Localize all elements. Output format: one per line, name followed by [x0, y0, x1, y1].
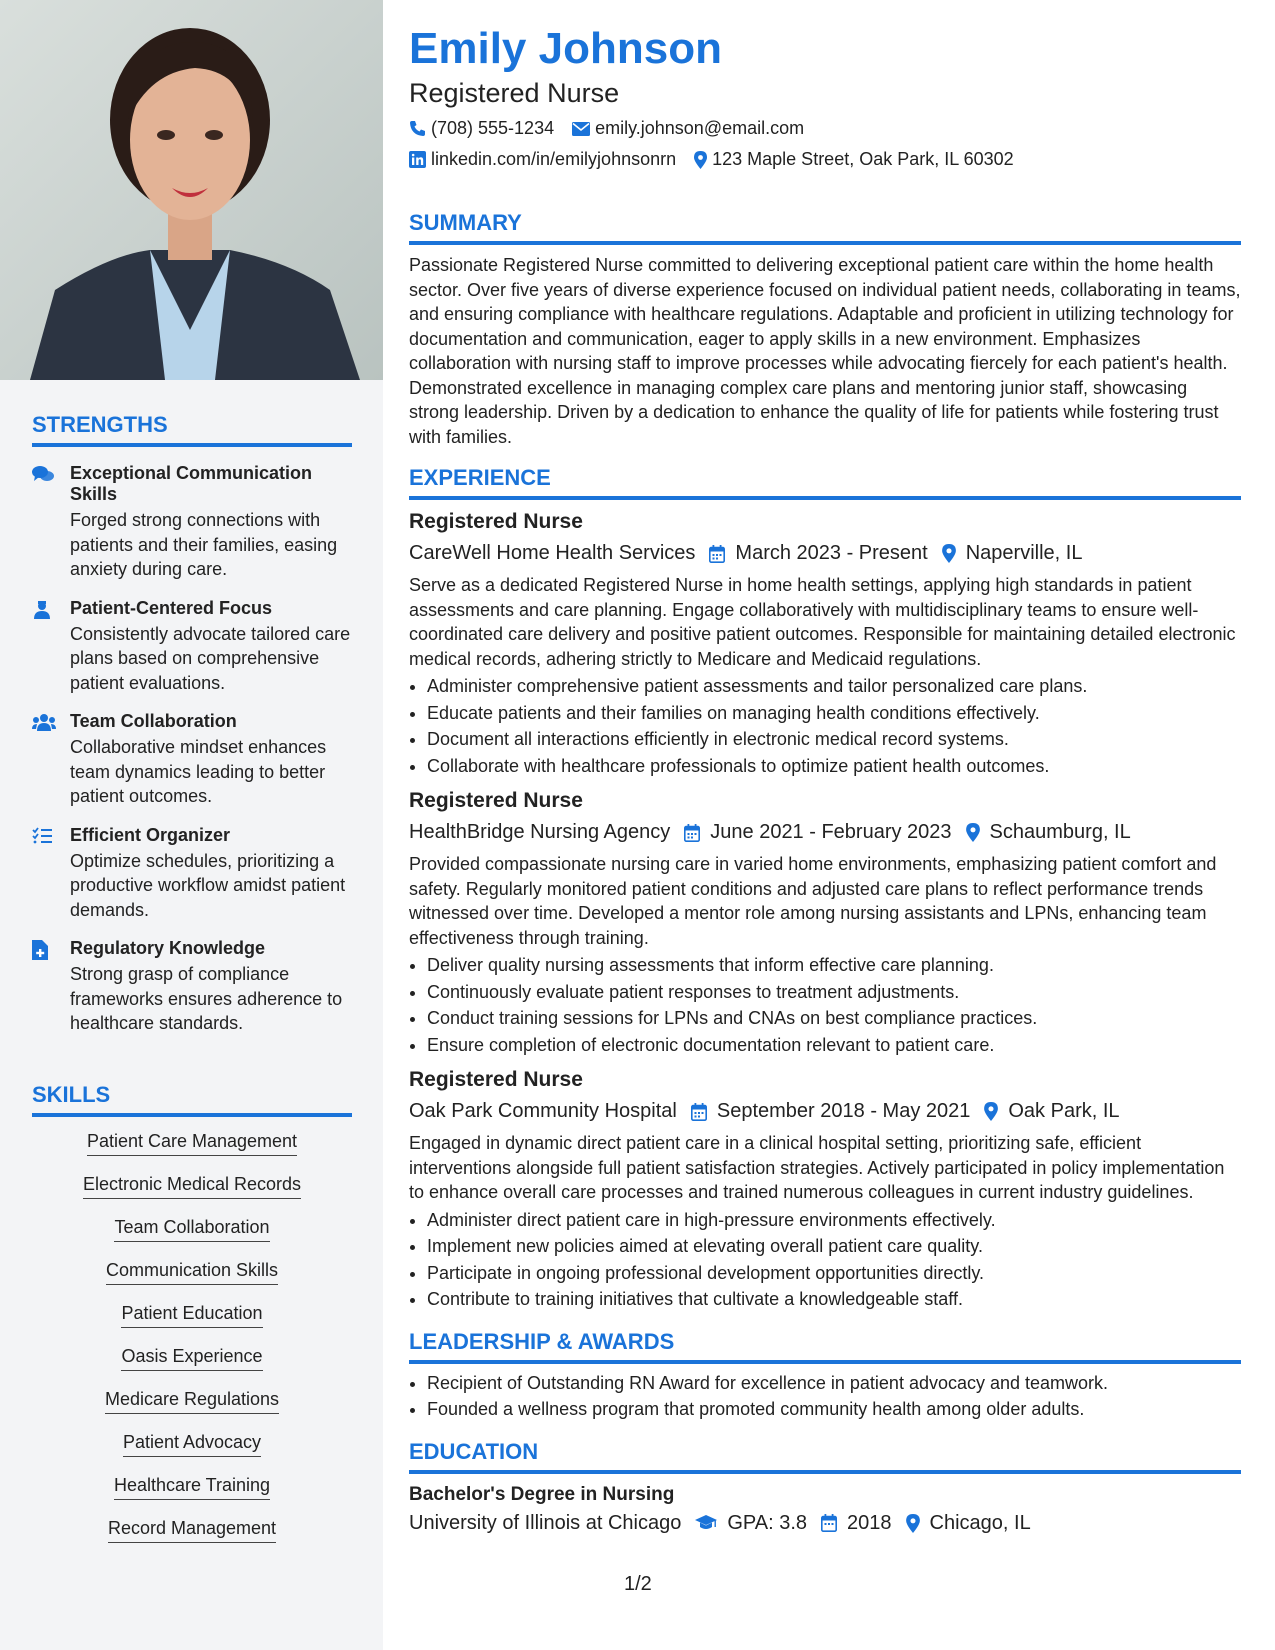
skill-tag: Patient Advocacy — [123, 1432, 261, 1457]
calendar-icon — [821, 1514, 837, 1532]
strengths-section — [32, 412, 352, 1036]
job-bullet: • Conduct training sessions for LPNs and CNAs on best compliance practices. — [427, 1005, 1241, 1032]
portrait-image — [0, 0, 383, 380]
leadership-title: LEADERSHIP & AWARDS — [409, 1329, 1241, 1364]
job-dates: June 2021 - February 2023 — [710, 821, 952, 843]
address-text: 123 Maple Street, Oak Park, IL 60302 — [712, 149, 1014, 169]
linkedin-text: linkedin.com/in/emilyjohnsonrn — [431, 149, 677, 169]
education-title: EDUCATION — [409, 1439, 1241, 1474]
award-item: • Founded a wellness program that promoted community health among older adults. — [427, 1396, 1241, 1423]
candidate-role: Registered Nurse — [409, 78, 620, 108]
calendar-icon — [684, 824, 700, 842]
phone-icon — [409, 120, 426, 137]
skill-tag: Record Management — [108, 1518, 276, 1543]
job-title: Registered Nurse — [409, 1068, 583, 1091]
job-bullet: • Administer comprehensive patient assessments and tailor personalized care plans. — [427, 673, 1241, 700]
leadership-section — [409, 1329, 1241, 1423]
email-item[interactable] — [572, 118, 804, 139]
strength-desc: Collaborative mindset enhances team dynamics leading to better patient outcomes. — [70, 737, 327, 806]
job-entry — [409, 1068, 1241, 1313]
phone-item[interactable] — [409, 118, 554, 139]
skill-tag: Healthcare Training — [114, 1475, 270, 1500]
job-location: Schaumburg, IL — [989, 821, 1131, 843]
strength-item — [32, 463, 352, 582]
strength-title: Team Collaboration — [70, 711, 237, 731]
job-location: Oak Park, IL — [1008, 1100, 1120, 1122]
education-location: Chicago, IL — [929, 1511, 1031, 1534]
job-company: CareWell Home Health Services — [409, 542, 696, 564]
phone-text: (708) 555-1234 — [431, 118, 555, 138]
job-dates: September 2018 - May 2021 — [716, 1100, 971, 1122]
skills-title: SKILLS — [32, 1082, 352, 1117]
job-meta — [409, 821, 1241, 844]
school-name: University of Illinois at Chicago — [409, 1511, 682, 1534]
graduation-year: 2018 — [847, 1511, 892, 1534]
education-meta — [409, 1512, 1241, 1535]
job-bullet: • Document all interactions efficiently in electronic medical record systems. — [427, 726, 1241, 753]
job-description: Provided compassionate nursing care in varied home environments, emphasizing patient comfort and safety. Regularly monitored patient conditions and adjusted care plans to reflect performance trends witnessed over time. Developed a mentor role among nursing assistants and LPNs, enhancing team effectiveness through training. — [409, 854, 1217, 948]
job-bullets — [409, 1207, 1241, 1313]
strength-title: Efficient Organizer — [70, 824, 231, 845]
job-location: Naperville, IL — [965, 542, 1083, 564]
contact-row — [409, 118, 1241, 139]
location-pin-icon — [694, 151, 707, 169]
job-company: HealthBridge Nursing Agency — [409, 821, 671, 843]
job-bullets — [409, 673, 1241, 779]
summary-title: SUMMARY — [409, 210, 1241, 245]
main-content — [409, 22, 1241, 1535]
skill-tag: Communication Skills — [106, 1260, 278, 1285]
job-bullet: • Deliver quality nursing assessments that inform effective care planning. — [427, 952, 1241, 979]
job-meta — [409, 1100, 1241, 1123]
job-bullets — [409, 952, 1241, 1058]
summary-section — [409, 210, 1241, 449]
job-title: Registered Nurse — [409, 510, 583, 533]
gpa: GPA: 3.8 — [727, 1511, 808, 1534]
job-bullet: • Implement new policies aimed at elevating overall patient care quality. — [427, 1233, 1241, 1260]
location-pin-icon — [942, 544, 956, 563]
calendar-icon — [691, 1103, 707, 1121]
education-section — [409, 1439, 1241, 1535]
job-meta — [409, 542, 1241, 565]
strength-desc: Strong grasp of compliance frameworks ensures adherence to healthcare standards. — [70, 964, 343, 1033]
skill-tag: Electronic Medical Records — [83, 1174, 301, 1199]
location-pin-icon — [984, 1102, 998, 1121]
location-pin-icon — [906, 1514, 920, 1533]
strength-title: Regulatory Knowledge — [70, 938, 266, 958]
skill-tag: Patient Education — [121, 1303, 262, 1328]
strengths-title: STRENGTHS — [32, 412, 352, 447]
skill-tag: Medicare Regulations — [105, 1389, 279, 1414]
job-company: Oak Park Community Hospital — [409, 1100, 677, 1122]
profile-photo — [0, 0, 383, 380]
address-item — [694, 149, 1014, 170]
job-entry — [409, 789, 1241, 1058]
strength-desc: Consistently advocate tailored care plans based on comprehensive patient evaluations. — [70, 623, 351, 693]
job-bullet: • Collaborate with healthcare professionals to optimize patient health outcomes. — [427, 753, 1241, 780]
strength-item — [32, 825, 352, 923]
comments-icon — [32, 465, 54, 485]
sidebar — [0, 0, 383, 1650]
strength-title: Exceptional Communication Skills — [70, 463, 313, 504]
experience-section — [409, 465, 1241, 1313]
job-description: Serve as a dedicated Registered Nurse in home health settings, applying high standards in patient assessments and care planning. Engage collaboratively with multidisciplinary teams to ensure well-coordinated care delivery and positive patient outcomes. Responsible for maintaining detailed electronic medical records, adhering strictly to Medicare and Medicaid regulations. — [409, 575, 1236, 669]
candidate-name: Emily Johnson — [409, 24, 722, 73]
job-title: Registered Nurse — [409, 789, 583, 812]
skill-tag: Oasis Experience — [121, 1346, 262, 1371]
graduation-cap-icon — [695, 1515, 717, 1531]
job-dates: March 2023 - Present — [735, 542, 928, 564]
strength-item — [32, 598, 352, 696]
calendar-icon — [709, 545, 725, 563]
job-entry — [409, 510, 1241, 779]
list-check-icon — [32, 827, 54, 847]
skills-section — [32, 1082, 352, 1561]
skill-tag: Team Collaboration — [114, 1217, 269, 1242]
skills-list — [32, 1131, 352, 1561]
job-bullet: • Ensure completion of electronic documentation relevant to patient care. — [427, 1032, 1241, 1059]
leadership-bullets — [409, 1370, 1241, 1423]
envelope-icon — [572, 122, 590, 136]
file-medical-icon — [32, 940, 54, 960]
strength-title: Patient-Centered Focus — [70, 597, 273, 618]
skill-tag: Patient Care Management — [87, 1131, 297, 1156]
job-description: Engaged in dynamic direct patient care in a clinical hospital setting, prioritizing safe, efficient interventions alongside full patient satisfaction strategies. Actively participated in policy implementation to enhance overall care processes and trained numerous colleagues in current industry guidelines. — [409, 1133, 1225, 1202]
job-bullet: • Administer direct patient care in high-pressure environments effectively. — [427, 1207, 1241, 1234]
email-text: emily.johnson@email.com — [595, 118, 805, 138]
strength-desc: Optimize schedules, prioritizing a productive workflow amidst patient demands. — [70, 850, 346, 920]
summary-text: Passionate Registered Nurse committed to delivering exceptional patient care within the home health sector. Over five years of diverse experience focused on individual patient needs, collaborating in teams, and ensuring compliance with healthcare regulations. Adaptable and proficient in utilizing technology for documentation and communication, eager to apply skills in a new environment. Emphasizes collaboration with nursing staff to improve processes while advocating fiercely for each patient's health. Demonstrated excellence in managing complex care plans and mentoring junior staff, showcasing strong leadership. Driven by a dedication to enhance the quality of life for patients while fostering trust with families. — [409, 255, 1241, 447]
linkedin-icon — [409, 151, 426, 168]
location-pin-icon — [966, 823, 980, 842]
strength-item — [32, 938, 352, 1036]
strength-item — [32, 711, 352, 809]
job-bullet: • Contribute to training initiatives that cultivate a knowledgeable staff. — [427, 1286, 1241, 1313]
linkedin-item[interactable] — [409, 149, 676, 170]
degree-title: Bachelor's Degree in Nursing — [409, 1483, 675, 1505]
job-bullet: • Participate in ongoing professional development opportunities directly. — [427, 1260, 1241, 1287]
users-icon — [32, 713, 54, 733]
experience-title: EXPERIENCE — [409, 465, 1241, 500]
job-bullet: • Educate patients and their families on managing health conditions effectively. — [427, 700, 1241, 727]
award-item: • Recipient of Outstanding RN Award for excellence in patient advocacy and teamwork. — [427, 1370, 1241, 1397]
contact-row-2 — [409, 149, 1241, 170]
strength-desc: Forged strong connections with patients and their families, easing anxiety during care. — [70, 510, 338, 579]
user-nurse-icon — [32, 600, 54, 620]
job-bullet: • Continuously evaluate patient responses to treatment adjustments. — [427, 979, 1241, 1006]
page-number: 1/2 — [624, 1573, 652, 1595]
